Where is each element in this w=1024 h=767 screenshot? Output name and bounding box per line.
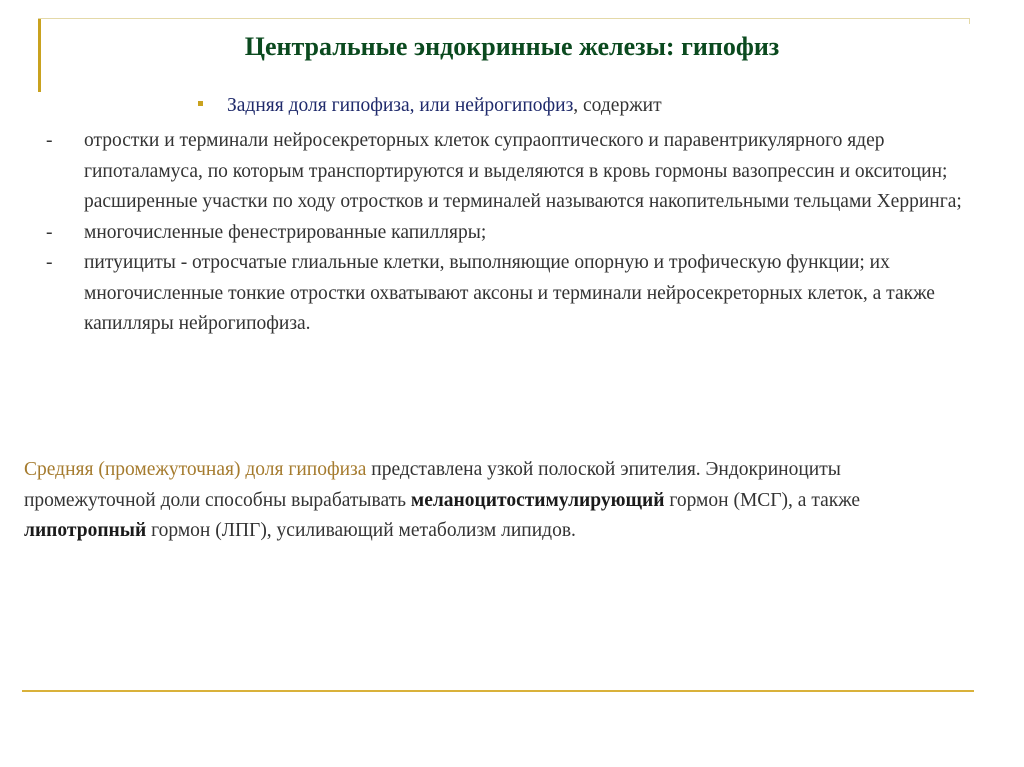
list-item [46, 126, 976, 218]
slide-title: Центральные эндокринные железы: гипофиз [244, 32, 780, 61]
paragraph-text: гормон (ЛПГ), усиливающий метаболизм липидов. [146, 520, 576, 541]
posterior-lobe-term: Задняя доля гипофиза, или нейрогипофиз [227, 95, 574, 116]
list-item-text: питуициты - отросчатые глиальные клетки, выполняющие опорную и трофическую функции; их многочисленные тонкие отростки охватывают аксоны и терминали нейросекреторных клеток, а также капилляры нейрогипофиза. [84, 252, 935, 334]
bullet-heading-rest: , содержит [573, 95, 662, 116]
lph-term: липотропный [24, 520, 147, 541]
msh-term: меланоцитостимулирующий [410, 489, 665, 511]
list-item-text: отростки и терминали нейросекреторных клеток супраоптического и паравентрикулярного ядер гипоталамуса, по которым транспортируются и выделяются в кровь гормоны вазопрессин и окситоцин; расширенные участки по ходу отростков и терминалей называются накопительными тельцами Херринга; [84, 130, 962, 212]
frame-right-tick [969, 18, 970, 24]
list-item [46, 248, 976, 340]
paragraph-text: гормон (МСГ), а также [664, 489, 861, 511]
list-item [46, 218, 976, 249]
paragraph-text: представлена узкой полоской эпителия. Эндокриноциты промежуточной доли способны вырабатывать [24, 459, 841, 511]
dash-marker: - [46, 130, 53, 151]
square-bullet-icon [198, 101, 203, 106]
list-item-text: многочисленные фенестрированные капилляры; [84, 221, 487, 243]
bullet-heading [198, 91, 662, 122]
intermediate-lobe-term: Средняя (промежуточная) доля гипофиза [24, 459, 367, 480]
footer-divider [22, 690, 974, 692]
dash-marker: - [46, 252, 53, 273]
dash-list [46, 126, 976, 340]
dash-marker: - [46, 221, 53, 243]
frame-top-line [38, 18, 970, 19]
intermediate-lobe-paragraph [24, 455, 974, 547]
